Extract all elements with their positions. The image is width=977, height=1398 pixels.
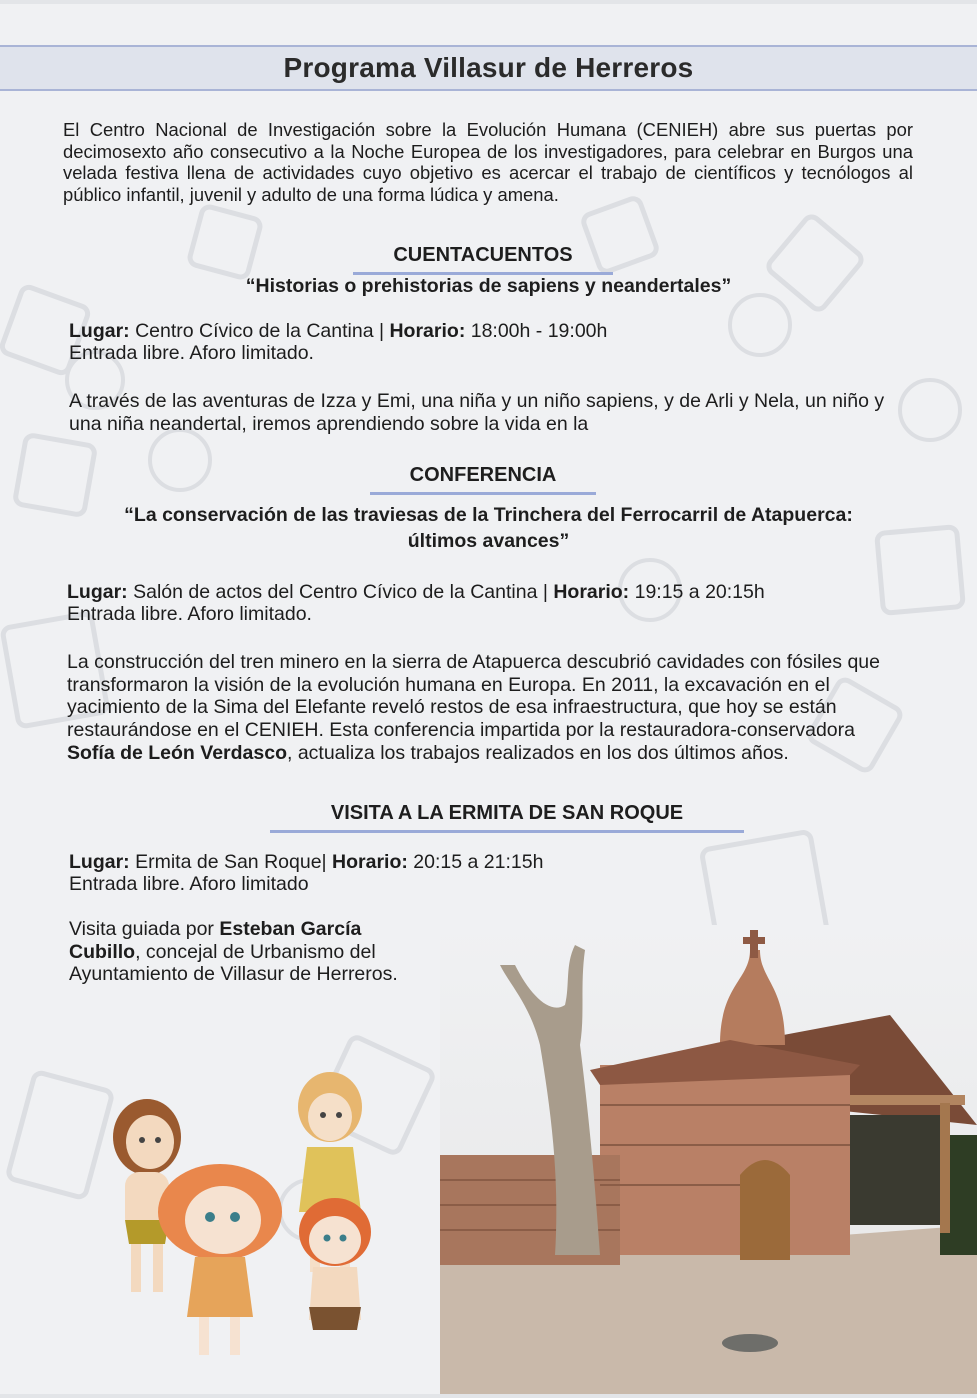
section-info-visita [69, 851, 769, 895]
heading-underline [370, 492, 596, 495]
page-title: Programa Villasur de Herreros [283, 52, 694, 83]
description-text: , concejal de Urbanismo del Ayuntamiento de Villasur de Herreros. [69, 940, 398, 986]
description-text: La construcción del tren minero en la sierra de Atapuerca descubrió cavidades con fósiles que transformaron la visión de la evolución humana en Europa. En 2011, la excavación en el yacimiento de la Sima del Elefante reveló restos de esa infraestructura, que hoy se están restaurándose en el CENIEH. Esta conferencia impartida por la restauradora-conservadora [67, 651, 880, 742]
section-heading-label: VISITA A LA ERMITA DE SAN ROQUE [330, 802, 684, 824]
section-info-cuentacuentos [69, 320, 909, 364]
section-description [67, 651, 902, 765]
horario-value: 18:00h - 19:00h [470, 320, 608, 342]
guide-name: Esteban García Cubillo [69, 918, 362, 963]
section-subtitle: “Historias o prehistorias de sapiens y neandertales” [245, 275, 732, 297]
lugar-label: Lugar: [69, 320, 130, 342]
section-description: A través de las aventuras de Izza y Emi, una niña y un niño sapiens, y de Arli y Nela, un niño y una niña neandertal, iremos aprendiendo sobre la vida en la [69, 390, 885, 435]
section-heading-label: CUENTACUENTOS [393, 244, 573, 266]
subtitle-line: últimos avances” [407, 530, 570, 552]
section-heading-cuentacuentos [353, 244, 613, 275]
section-heading-label: CONFERENCIA [409, 464, 557, 486]
lugar-label: Lugar: [67, 581, 128, 603]
entrada-text: Entrada libre. Aforo limitado. [67, 603, 312, 625]
title-bar [0, 45, 977, 91]
lugar-value: Salón de actos del Centro Cívico de la Cantina | [133, 581, 548, 603]
horario-value: 20:15 a 21:15h [413, 851, 544, 873]
description-text: Visita guiada por [69, 918, 214, 940]
entrada-text: Entrada libre. Aforo limitado. [69, 342, 314, 364]
speaker-name: Sofía de León Verdasco [67, 741, 287, 764]
section-heading-conferencia [370, 464, 596, 495]
intro-paragraph: El Centro Nacional de Investigación sobre la Evolución Humana (CENIEH) abre sus puertas por decimosexto año consecutivo a la Noche Europea de los investigadores, para celebrar en Burgos una velada festiva llena de actividades cuyo objetivo es acercar el trabajo de científicos y tecnólogos al público infantil, juvenil y adulto de una forma lúdica y amena. [63, 119, 913, 205]
horario-label: Horario: [389, 320, 466, 342]
top-edge [0, 0, 977, 4]
lugar-label: Lugar: [69, 851, 130, 873]
horario-value: 19:15 a 20:15h [634, 581, 765, 603]
section-subtitle [60, 502, 917, 554]
cave-children-illustration [95, 1062, 395, 1362]
lugar-value: Ermita de San Roque| [135, 851, 327, 873]
horario-label: Horario: [332, 851, 408, 873]
section-heading-visita [270, 802, 744, 833]
horario-label: Horario: [553, 581, 630, 603]
heading-underline [270, 830, 744, 833]
section-description [69, 918, 409, 986]
bottom-edge [0, 1394, 977, 1398]
description-text: , actualiza los trabajos realizados en los dos últimos años. [286, 741, 789, 764]
entrada-text: Entrada libre. Aforo limitado [69, 873, 309, 895]
lugar-value: Centro Cívico de la Cantina | [135, 320, 385, 342]
subtitle-line: “La conservación de las traviesas de la Trinchera del Ferrocarril de Atapuerca: [124, 504, 853, 526]
ermita-photo [440, 925, 977, 1398]
section-info-conferencia [67, 581, 917, 625]
